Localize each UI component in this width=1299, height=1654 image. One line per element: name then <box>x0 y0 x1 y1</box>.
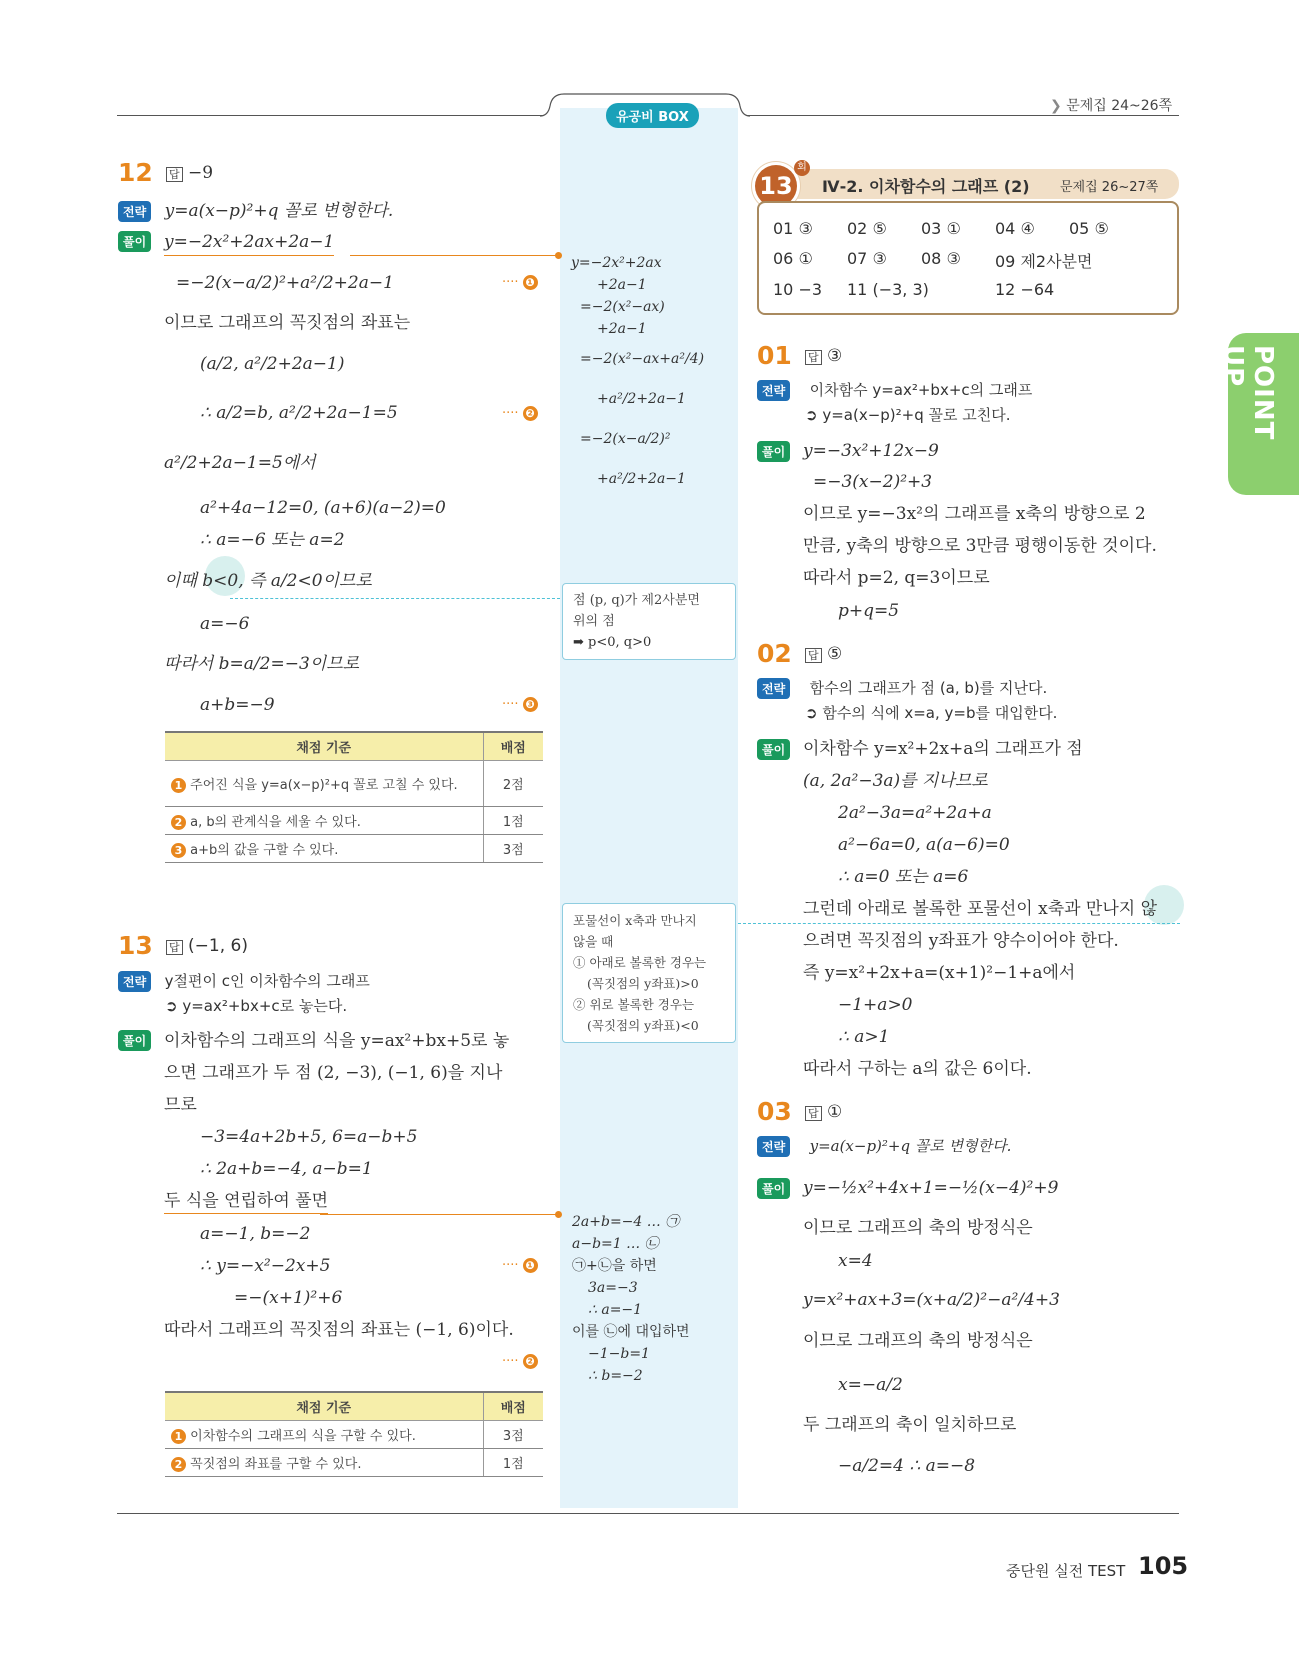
answer-key-item: 06 ① <box>773 249 813 268</box>
criteria-item: 3 a+b의 값을 구할 수 있다. <box>165 834 483 862</box>
answer-key-item: 09 제2사분면 <box>995 252 1093 271</box>
q12-line: y=−2x²+2ax+2a−1 <box>164 234 334 256</box>
q12-marker: ···· ❷ <box>502 406 538 421</box>
r01-line: p+q=5 <box>838 601 900 621</box>
q12-line: a²/2+2a−1=5에서 <box>164 453 316 473</box>
q13-line: 으면 그래프가 두 점 (2, −3), (−1, 6)을 지나 <box>164 1063 503 1083</box>
q13-answer: 답 (−1, 6) <box>166 936 248 956</box>
r02-strategy2: ➲ 함수의 식에 x=a, y=b를 대입한다. <box>805 704 1058 722</box>
criteria-header: 채점 기준 <box>165 1392 483 1420</box>
r01-solution-badge: 풀이 <box>757 441 790 462</box>
bottom-rule <box>117 1513 1179 1514</box>
q12-dashed-connector <box>230 598 560 599</box>
q13-line: 두 식을 연립하여 풀면 <box>164 1193 328 1214</box>
q13-strategy: 전략 y절편이 c인 이차함수의 그래프 <box>118 970 370 992</box>
answer-key-item: 10 −3 <box>773 280 823 299</box>
q12-solution-badge: 풀이 <box>118 231 151 252</box>
side-calc1: +2a−1 <box>597 277 647 293</box>
test-ref: 문제집 26~27쪽 <box>1060 180 1159 195</box>
side-calc2: ∴ b=−2 <box>588 1368 643 1384</box>
r02-solution-badge: 풀이 <box>757 739 790 760</box>
criteria-points: 3점 <box>483 834 543 862</box>
q12-line: =−2(x−a/2)²+a²/2+2a−1 <box>176 273 394 293</box>
q12-line: ∴ a=−6 또는 a=2 <box>200 530 345 550</box>
footer-label: 중단원 실전 TEST <box>1006 1562 1126 1580</box>
q12-strategy: 전략 y=a(x−p)²+q 꼴로 변형한다. <box>118 196 393 222</box>
book-ref: ❯ 문제집 24~26쪽 <box>1050 98 1173 114</box>
criteria-points: 1점 <box>483 1448 543 1476</box>
q13-connector-dot <box>555 1211 562 1218</box>
q12-criteria-table <box>165 731 543 863</box>
box-label: 유공비 BOX <box>606 103 699 128</box>
r02-line: 으려면 꼭짓점의 y좌표가 양수이어야 한다. <box>803 931 1119 951</box>
r01-strategy2: ➲ y=a(x−p)²+q 꼴로 고친다. <box>805 406 1011 424</box>
r03-answer: 답 ① <box>805 1102 842 1122</box>
answer-key-item: 08 ③ <box>921 249 961 268</box>
q13-line: =−(x+1)²+6 <box>234 1288 343 1308</box>
q12-answer: 답 −9 <box>166 163 213 183</box>
q12-line: 이때 b<0, 즉 a/2<0이므로 <box>164 571 372 591</box>
r02-line: a²−6a=0, a(a−6)=0 <box>838 835 1010 855</box>
side-calc2: a−b=1 … ㉡ <box>572 1236 659 1252</box>
q12-line: 따라서 b=a/2=−3이므로 <box>164 654 360 674</box>
q12-marker: ···· ❶ <box>502 275 538 290</box>
q12-line: 이므로 그래프의 꼭짓점의 좌표는 <box>164 313 411 333</box>
criteria-item: 2 꼭짓점의 좌표를 구할 수 있다. <box>165 1448 483 1476</box>
side-calc2: 이를 ㉡에 대입하면 <box>572 1324 690 1340</box>
r02-number: 02 <box>757 639 792 668</box>
side-box-parabola: 포물선이 x축과 만나지 않을 때 ① 아래로 볼록한 경우는 (꼭짓점의 y좌표)>0 ② 위로 볼록한 경우는 (꼭짓점의 y좌표)<0 <box>562 903 736 1043</box>
answer-icon: 답 <box>805 648 822 663</box>
answer-icon: 답 <box>805 350 822 365</box>
side-calc2: ∴ a=−1 <box>588 1302 643 1318</box>
q13-strategy2: ➲ y=ax²+bx+c로 놓는다. <box>165 997 348 1015</box>
test-unit-title: Ⅳ-2. 이차함수의 그래프 (2) <box>822 177 1030 196</box>
q13-line: 이차함수의 그래프의 식을 y=ax²+bx+5로 놓 <box>164 1031 510 1051</box>
r02-line: −1+a>0 <box>838 995 913 1015</box>
answer-key-item: 12 −64 <box>995 280 1055 299</box>
side-calc1: y=−2x²+2ax <box>571 255 662 271</box>
side-calc1: +a²/2+2a−1 <box>597 391 686 407</box>
r03-solution-badge: 풀이 <box>757 1178 790 1199</box>
answer-key-item: 03 ① <box>921 219 961 238</box>
q12-marker: ···· ❸ <box>502 697 538 712</box>
side-calc2: 2a+b=−4 … ㉠ <box>572 1214 680 1230</box>
answer-key-item: 02 ⑤ <box>847 219 887 238</box>
q13-solution-badge: 풀이 <box>118 1030 151 1051</box>
r03-line: 두 그래프의 축이 일치하므로 <box>803 1415 1017 1435</box>
r03-strategy: 전략 y=a(x−p)²+q 꼴로 변형한다. <box>757 1135 1011 1157</box>
r03-line: −a/2=4 ∴ a=−8 <box>838 1456 976 1476</box>
r01-line: 따라서 p=2, q=3이므로 <box>803 568 990 588</box>
points-header: 배점 <box>483 732 543 760</box>
criteria-points: 2점 <box>483 760 543 806</box>
r02-line: 즉 y=x²+2x+a=(x+1)²−1+a에서 <box>803 963 1076 983</box>
r02-line: ∴ a=0 또는 a=6 <box>838 867 969 887</box>
criteria-item: 1 이차함수의 그래프의 식을 구할 수 있다. <box>165 1420 483 1448</box>
criteria-item: 1 주어진 식을 y=a(x−p)²+q 꼴로 고칠 수 있다. <box>165 760 483 806</box>
r03-line: x=−a/2 <box>838 1375 903 1395</box>
answer-key-item: 11 (−3, 3) <box>847 280 929 299</box>
q13-line: a=−1, b=−2 <box>200 1224 311 1244</box>
r03-number: 03 <box>757 1097 792 1126</box>
q12-line: a=−6 <box>200 614 250 634</box>
r03-line: 이므로 그래프의 축의 방정식은 <box>803 1331 1033 1351</box>
q13-connector <box>320 1214 558 1215</box>
criteria-points: 1점 <box>483 806 543 834</box>
criteria-item: 2 a, b의 관계식을 세울 수 있다. <box>165 806 483 834</box>
chevron-right-icon: ❯ <box>1050 98 1062 114</box>
side-calc1: =−2(x²−ax+a²/4) <box>580 351 705 367</box>
side-calc1: +a²/2+2a−1 <box>597 471 686 487</box>
answer-key-item: 05 ⑤ <box>1069 219 1109 238</box>
r02-line: ∴ a>1 <box>838 1027 890 1047</box>
side-calc2: ㉠+㉡을 하면 <box>572 1258 657 1274</box>
answer-key-item: 07 ③ <box>847 249 887 268</box>
r02-line: 2a²−3a=a²+2a+a <box>838 803 992 823</box>
r02-line: 그런데 아래로 볼록한 포물선이 x축과 만나지 않 <box>803 899 1158 919</box>
r02-line: (a, 2a²−3a)를 지나므로 <box>803 771 988 791</box>
box-column-bg <box>560 108 738 1508</box>
q12-line: a²+4a−12=0, (a+6)(a−2)=0 <box>200 498 446 518</box>
point-up-tab: POINT UP <box>1228 333 1299 495</box>
criteria-points: 3점 <box>483 1420 543 1448</box>
answer-icon: 답 <box>166 167 183 182</box>
side-box-quadrant: 점 (p, q)가 제2사분면 위의 점 ➡ p<0, q>0 <box>562 583 736 660</box>
q12-line: a+b=−9 <box>200 695 275 715</box>
r03-line: y=x²+ax+3=(x+a/2)²−a²/4+3 <box>803 1290 1060 1310</box>
r02-dashed-connector <box>738 923 1180 924</box>
q13-line: 므로 <box>164 1095 197 1115</box>
r01-line: 이므로 y=−3x²의 그래프를 x축의 방향으로 2 <box>803 504 1146 524</box>
answer-key-item: 01 ③ <box>773 219 813 238</box>
r01-number: 01 <box>757 341 792 370</box>
q12-connector-dot <box>555 252 562 259</box>
q12-line: ∴ a/2=b, a²/2+2a−1=5 <box>200 403 398 423</box>
criteria-header: 채점 기준 <box>165 732 483 760</box>
r02-line: 이차함수 y=x²+2x+a의 그래프가 점 <box>803 739 1083 759</box>
strategy-badge: 전략 <box>118 201 151 222</box>
r03-line: x=4 <box>838 1251 873 1271</box>
side-calc1: +2a−1 <box>597 321 647 337</box>
q13-line: ∴ y=−x²−2x+5 <box>200 1256 331 1276</box>
r02-answer: 답 ⑤ <box>805 644 842 664</box>
q12-number: 12 <box>118 158 153 187</box>
q12-connector <box>350 255 558 256</box>
q12-line: (a/2, a²/2+2a−1) <box>200 354 345 374</box>
side-calc2: −1−b=1 <box>588 1346 650 1362</box>
q13-line: 따라서 그래프의 꼭짓점의 좌표는 (−1, 6)이다. <box>164 1320 514 1340</box>
q13-line: −3=4a+2b+5, 6=a−b+5 <box>200 1127 418 1147</box>
q13-number: 13 <box>118 931 153 960</box>
r01-line: 만큼, y축의 방향으로 3만큼 평행이동한 것이다. <box>803 536 1157 556</box>
points-header: 배점 <box>483 1392 543 1420</box>
q13-marker: ···· ❶ <box>502 1258 538 1273</box>
r02-strategy: 전략 함수의 그래프가 점 (a, b)를 지난다. <box>757 677 1047 699</box>
r01-line: y=−3x²+12x−9 <box>803 441 939 461</box>
r02-line: 따라서 구하는 a의 값은 6이다. <box>803 1059 1032 1079</box>
page-number: 105 <box>1138 1552 1189 1580</box>
test-round-suffix: 회 <box>794 160 810 176</box>
test-round-badge: 13 <box>752 162 800 210</box>
side-calc2: 3a=−3 <box>588 1280 638 1296</box>
answer-key-item: 04 ④ <box>995 219 1035 238</box>
r01-line: =−3(x−2)²+3 <box>813 472 933 492</box>
answer-icon: 답 <box>166 940 183 955</box>
r03-line: 이므로 그래프의 축의 방정식은 <box>803 1218 1033 1238</box>
answer-icon: 답 <box>805 1106 822 1121</box>
q13-criteria-table <box>165 1391 543 1477</box>
side-calc1: =−2(x²−ax) <box>580 299 665 315</box>
r01-strategy: 전략 이차함수 y=ax²+bx+c의 그래프 <box>757 379 1032 401</box>
q13-line: ∴ 2a+b=−4, a−b=1 <box>200 1159 373 1179</box>
side-calc1: =−2(x−a/2)² <box>580 431 671 447</box>
r03-line: y=−½x²+4x+1=−½(x−4)²+9 <box>803 1178 1059 1198</box>
r01-answer: 답 ③ <box>805 346 842 366</box>
q13-marker: ···· ❷ <box>502 1354 538 1369</box>
